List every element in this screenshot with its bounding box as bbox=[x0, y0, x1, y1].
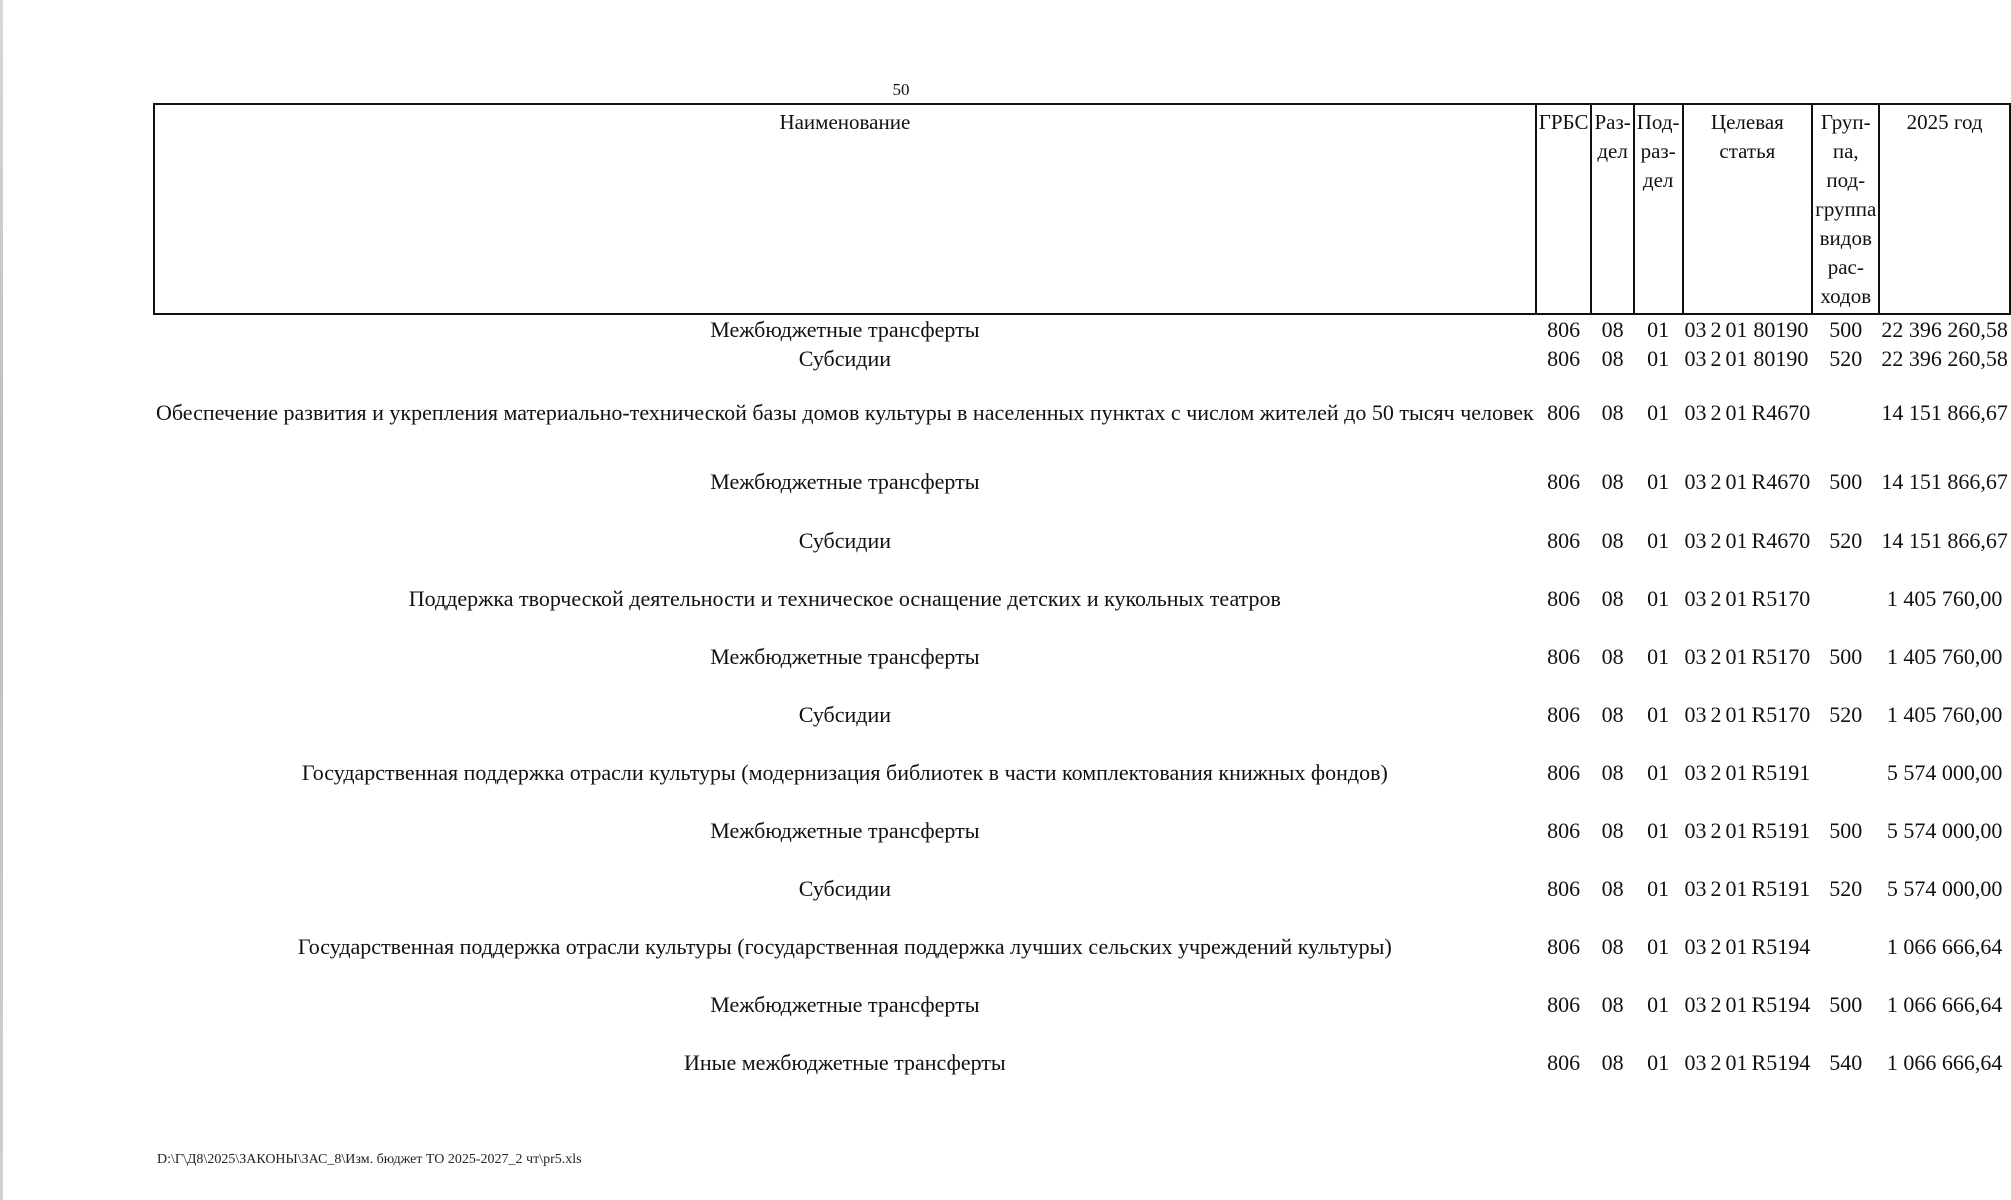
cell-t1: 03 bbox=[1684, 469, 1707, 494]
cell-podrazdel: 01 bbox=[1647, 760, 1670, 785]
cell-t1: 03 bbox=[1684, 934, 1707, 959]
cell-group: 500 bbox=[1829, 644, 1863, 669]
cell-name: Субсидии bbox=[798, 528, 892, 553]
cell-t2: 2 bbox=[1710, 702, 1722, 727]
cell-t3: 01 bbox=[1725, 400, 1748, 425]
cell-podrazdel: 01 bbox=[1647, 644, 1670, 669]
cell-t3: 01 bbox=[1725, 528, 1748, 553]
table-row bbox=[154, 512, 2010, 570]
cell-t1: 03 bbox=[1684, 876, 1707, 901]
cell-name: Государственная поддержка отрасли культуры (модернизация библиотек в части комплектования книжных фондов) bbox=[301, 760, 1388, 785]
cell-razdel: 08 bbox=[1601, 992, 1624, 1017]
cell-amount: 5 574 000,00 bbox=[1886, 876, 2003, 901]
cell-t2: 2 bbox=[1710, 586, 1722, 611]
cell-t1: 03 bbox=[1684, 400, 1707, 425]
cell-group: 520 bbox=[1829, 346, 1863, 371]
cell-t1: 03 bbox=[1684, 1050, 1707, 1075]
table-row bbox=[154, 374, 2010, 452]
cell-grbs: 806 bbox=[1547, 876, 1581, 901]
header-row bbox=[154, 104, 2010, 314]
cell-razdel: 08 bbox=[1601, 316, 1624, 342]
cell-grbs: 806 bbox=[1547, 469, 1581, 494]
cell-amount: 22 396 260,58 bbox=[1881, 346, 2008, 371]
cell-t2: 2 bbox=[1710, 934, 1722, 959]
cell-podrazdel: 01 bbox=[1647, 702, 1670, 727]
page-number: 50 bbox=[892, 80, 910, 99]
table-row bbox=[154, 744, 2010, 802]
cell-amount: 1 405 760,00 bbox=[1886, 586, 2003, 611]
cell-name: Обеспечение развития и укрепления материально-технической базы домов культуры в населенных пунктах с числом жителей до 50 тысяч человек bbox=[156, 400, 1534, 425]
cell-t3: 01 bbox=[1725, 876, 1748, 901]
cell-razdel: 08 bbox=[1601, 1050, 1624, 1075]
cell-razdel: 08 bbox=[1601, 400, 1624, 425]
cell-t4: R5194 bbox=[1751, 1050, 1811, 1075]
cell-t4: R5194 bbox=[1751, 992, 1811, 1017]
cell-podrazdel: 01 bbox=[1647, 1050, 1670, 1075]
cell-name: Субсидии bbox=[798, 876, 892, 901]
cell-t4: R5170 bbox=[1751, 644, 1811, 669]
cell-razdel: 08 bbox=[1601, 644, 1624, 669]
table-body bbox=[154, 314, 2010, 1092]
cell-group bbox=[1812, 744, 1879, 802]
table-row bbox=[154, 918, 2010, 976]
cell-amount: 14 151 866,67 bbox=[1881, 469, 2008, 494]
cell-group: 500 bbox=[1829, 469, 1863, 494]
cell-group: 520 bbox=[1829, 876, 1863, 901]
cell-t3: 01 bbox=[1725, 818, 1748, 843]
cell-group bbox=[1812, 570, 1879, 628]
cell-grbs: 806 bbox=[1547, 644, 1581, 669]
header-name: Наименование bbox=[154, 104, 1536, 314]
cell-t4: R5191 bbox=[1751, 760, 1811, 785]
cell-razdel: 08 bbox=[1601, 876, 1624, 901]
cell-t2: 2 bbox=[1710, 316, 1722, 342]
header-razdel: Раз- дел bbox=[1591, 104, 1633, 314]
cell-t1: 03 bbox=[1684, 818, 1707, 843]
cell-t4: 80190 bbox=[1753, 316, 1809, 342]
table-row bbox=[154, 344, 2010, 374]
cell-group: 500 bbox=[1829, 818, 1863, 843]
cell-amount: 1 405 760,00 bbox=[1886, 644, 2003, 669]
cell-amount: 14 151 866,67 bbox=[1881, 528, 2008, 553]
cell-t3: 01 bbox=[1725, 1050, 1748, 1075]
cell-name: Иные межбюджетные трансферты bbox=[684, 1050, 1006, 1075]
cell-grbs: 806 bbox=[1547, 316, 1581, 342]
cell-name: Межбюджетные трансферты bbox=[710, 818, 980, 843]
header-grbs: ГРБС bbox=[1536, 104, 1592, 314]
cell-podrazdel: 01 bbox=[1647, 346, 1670, 371]
cell-t3: 01 bbox=[1725, 992, 1748, 1017]
cell-grbs: 806 bbox=[1547, 818, 1581, 843]
cell-t2: 2 bbox=[1710, 400, 1722, 425]
cell-grbs: 806 bbox=[1547, 400, 1581, 425]
cell-t1: 03 bbox=[1684, 316, 1707, 342]
cell-grbs: 806 bbox=[1547, 586, 1581, 611]
cell-group: 500 bbox=[1829, 316, 1863, 342]
cell-name: Межбюджетные трансферты bbox=[710, 469, 980, 494]
cell-t4: R5170 bbox=[1751, 702, 1811, 727]
header-target-article: Целевая статья bbox=[1683, 104, 1813, 314]
cell-grbs: 806 bbox=[1547, 1050, 1581, 1075]
cell-t2: 2 bbox=[1710, 760, 1722, 785]
cell-t2: 2 bbox=[1710, 992, 1722, 1017]
cell-amount: 1 066 666,64 bbox=[1886, 1050, 2003, 1075]
cell-t4: R5191 bbox=[1751, 876, 1811, 901]
table-row bbox=[154, 1034, 2010, 1092]
table-row bbox=[154, 976, 2010, 1034]
header-year-2025: 2025 год bbox=[1879, 104, 2010, 314]
cell-razdel: 08 bbox=[1601, 760, 1624, 785]
cell-podrazdel: 01 bbox=[1647, 469, 1670, 494]
table-row bbox=[154, 860, 2010, 918]
cell-group: 540 bbox=[1829, 1050, 1863, 1075]
cell-t2: 2 bbox=[1710, 818, 1722, 843]
cell-amount: 1 066 666,64 bbox=[1886, 934, 2003, 959]
cell-t3: 01 bbox=[1725, 702, 1748, 727]
cell-group bbox=[1812, 918, 1879, 976]
cell-podrazdel: 01 bbox=[1647, 876, 1670, 901]
cell-group: 500 bbox=[1829, 992, 1863, 1017]
cell-t4: R5170 bbox=[1751, 586, 1811, 611]
table-row bbox=[154, 628, 2010, 686]
header-podrazdel: Под- раз- дел bbox=[1634, 104, 1683, 314]
table-row bbox=[154, 570, 2010, 628]
scan-edge bbox=[0, 0, 3, 1200]
budget-table bbox=[153, 103, 2011, 1092]
cell-amount: 5 574 000,00 bbox=[1886, 818, 2003, 843]
cell-amount: 22 396 260,58 bbox=[1881, 316, 2008, 342]
cell-razdel: 08 bbox=[1601, 528, 1624, 553]
cell-name: Межбюджетные трансферты bbox=[710, 992, 980, 1017]
cell-t4: R4670 bbox=[1751, 469, 1811, 494]
cell-name: Межбюджетные трансферты bbox=[710, 316, 980, 342]
cell-t1: 03 bbox=[1684, 528, 1707, 553]
cell-razdel: 08 bbox=[1601, 702, 1624, 727]
cell-podrazdel: 01 bbox=[1647, 316, 1670, 342]
table-row bbox=[154, 802, 2010, 860]
table-row bbox=[154, 686, 2010, 744]
cell-grbs: 806 bbox=[1547, 992, 1581, 1017]
cell-group bbox=[1812, 374, 1879, 452]
cell-t3: 01 bbox=[1725, 469, 1748, 494]
cell-amount: 1 405 760,00 bbox=[1886, 702, 2003, 727]
cell-t1: 03 bbox=[1684, 760, 1707, 785]
cell-name: Субсидии bbox=[798, 346, 892, 371]
cell-t3: 01 bbox=[1725, 934, 1748, 959]
cell-grbs: 806 bbox=[1547, 346, 1581, 371]
cell-t2: 2 bbox=[1710, 876, 1722, 901]
cell-name: Поддержка творческой деятельности и техническое оснащение детских и кукольных театров bbox=[408, 586, 1281, 611]
cell-t3: 01 bbox=[1725, 586, 1748, 611]
cell-grbs: 806 bbox=[1547, 528, 1581, 553]
cell-t1: 03 bbox=[1684, 644, 1707, 669]
cell-grbs: 806 bbox=[1547, 702, 1581, 727]
cell-name: Государственная поддержка отрасли культуры (государственная поддержка лучших сельских учреждений культуры) bbox=[297, 934, 1392, 959]
cell-amount: 1 066 666,64 bbox=[1886, 992, 2003, 1017]
cell-group: 520 bbox=[1829, 702, 1863, 727]
cell-t1: 03 bbox=[1684, 992, 1707, 1017]
cell-razdel: 08 bbox=[1601, 346, 1624, 371]
cell-name: Субсидии bbox=[798, 702, 892, 727]
header-expense-group: Груп- па, под- группа видов рас- ходов bbox=[1812, 104, 1879, 314]
cell-t4: R4670 bbox=[1751, 528, 1811, 553]
table-row bbox=[154, 452, 2010, 512]
cell-razdel: 08 bbox=[1601, 818, 1624, 843]
cell-razdel: 08 bbox=[1601, 934, 1624, 959]
cell-t2: 2 bbox=[1710, 469, 1722, 494]
cell-t3: 01 bbox=[1725, 316, 1748, 342]
cell-t4: R5191 bbox=[1751, 818, 1811, 843]
cell-t2: 2 bbox=[1710, 346, 1722, 371]
cell-t4: R5194 bbox=[1751, 934, 1811, 959]
cell-grbs: 806 bbox=[1547, 760, 1581, 785]
cell-podrazdel: 01 bbox=[1647, 992, 1670, 1017]
table-row bbox=[154, 314, 2010, 344]
cell-t2: 2 bbox=[1710, 1050, 1722, 1075]
cell-podrazdel: 01 bbox=[1647, 528, 1670, 553]
cell-t2: 2 bbox=[1710, 644, 1722, 669]
cell-t4: R4670 bbox=[1751, 400, 1811, 425]
cell-amount: 14 151 866,67 bbox=[1881, 400, 2008, 425]
cell-t4: 80190 bbox=[1753, 346, 1809, 371]
cell-podrazdel: 01 bbox=[1647, 818, 1670, 843]
cell-podrazdel: 01 bbox=[1647, 400, 1670, 425]
footer-file-path: D:\Г\Д8\2025\ЗАКОНЫ\ЗАС_8\Изм. бюджет ТО 2025-2027_2 чт\pr5.xls bbox=[157, 1152, 582, 1167]
cell-t1: 03 bbox=[1684, 346, 1707, 371]
cell-podrazdel: 01 bbox=[1647, 934, 1670, 959]
cell-t1: 03 bbox=[1684, 586, 1707, 611]
cell-amount: 5 574 000,00 bbox=[1886, 760, 2003, 785]
cell-t2: 2 bbox=[1710, 528, 1722, 553]
cell-razdel: 08 bbox=[1601, 586, 1624, 611]
cell-razdel: 08 bbox=[1601, 469, 1624, 494]
cell-podrazdel: 01 bbox=[1647, 586, 1670, 611]
cell-grbs: 806 bbox=[1547, 934, 1581, 959]
cell-t3: 01 bbox=[1725, 644, 1748, 669]
cell-t3: 01 bbox=[1725, 760, 1748, 785]
cell-t3: 01 bbox=[1725, 346, 1748, 371]
cell-name: Межбюджетные трансферты bbox=[710, 644, 980, 669]
cell-group: 520 bbox=[1829, 528, 1863, 553]
cell-t1: 03 bbox=[1684, 702, 1707, 727]
